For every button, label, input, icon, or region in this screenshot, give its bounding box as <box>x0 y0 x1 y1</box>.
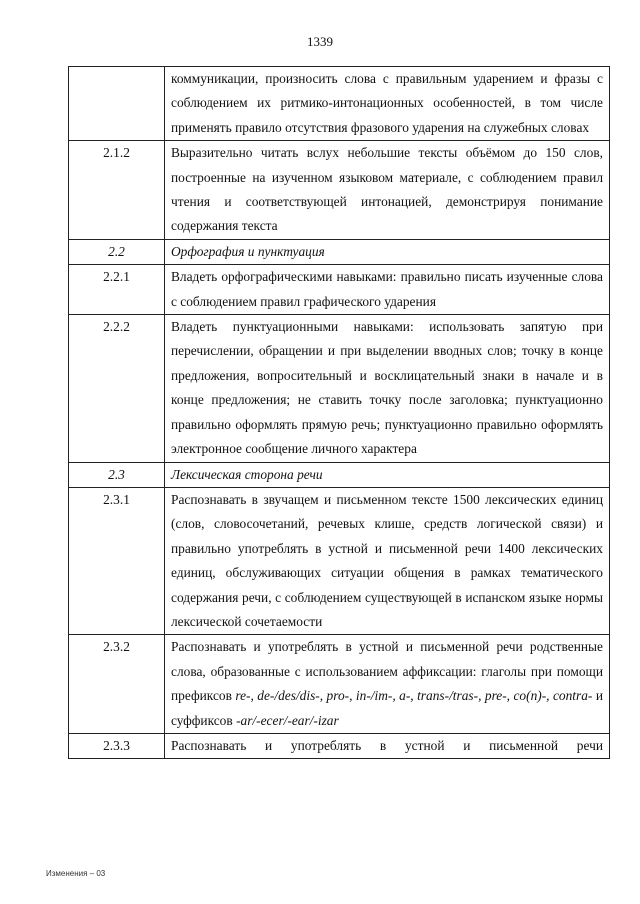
table-row <box>69 141 610 240</box>
row-code: 2.2.2 <box>69 315 165 462</box>
table-row <box>69 487 610 634</box>
row-text: коммуникации, произносить слова с правильным ударением и фразы с соблюдением их ритмико-интонационных особенностей, в том числе применять правило отсутствия фразового ударения на служебных словах <box>165 67 610 141</box>
row-code: 2.3.3 <box>69 733 165 758</box>
section-row <box>69 239 610 264</box>
page-number: 1339 <box>307 34 333 49</box>
table-row <box>69 635 610 734</box>
row-code: 2.2.1 <box>69 265 165 315</box>
row-text <box>165 635 610 734</box>
row-text: Распознавать в звучащем и письменном тексте 1500 лексических единиц (слов, словосочетаний, речевых клише, средств логической связи) и правильно употреблять в устной и письменной речи 1400 лексических единиц, обслуживающих ситуации общения в рамках тематического содержания речи, с соблюдением существующей в испанском языке нормы лексической сочетаемости <box>165 487 610 634</box>
section-row <box>69 462 610 487</box>
section-title: Орфография и пунктуация <box>165 239 610 264</box>
row-text: Владеть орфографическими навыками: правильно писать изученные слова с соблюдением правил графического ударения <box>165 265 610 315</box>
row-code: 2.3.1 <box>69 487 165 634</box>
table-row <box>69 67 610 141</box>
table-row <box>69 265 610 315</box>
prefix-list: re-, de-/des/dis-, pro-, in-/im-, a-, trans-/tras-, pre-, co(n)-, contra- <box>235 688 593 704</box>
section-code: 2.3 <box>69 462 165 487</box>
row-text-middle: и суффиксов <box>171 688 603 728</box>
table-row <box>69 315 610 462</box>
row-text: Распознавать и употреблять в устной и письменной речи <box>165 733 610 758</box>
row-code <box>69 67 165 141</box>
footer-revision: Изменения – 03 <box>46 869 106 878</box>
row-code: 2.3.2 <box>69 635 165 734</box>
curriculum-table <box>68 66 610 759</box>
section-title: Лексическая сторона речи <box>165 462 610 487</box>
row-text: Владеть пунктуационными навыками: использовать запятую при перечислении, обращении и при выделении вводных слов; точку в конце предложения, вопросительный и восклицательный знаки в начале и в конце предложения; не ставить точку после заголовка; пунктуационно правильно оформлять прямую речь; пунктуационно правильно оформлять электронное сообщение личного характера <box>165 315 610 462</box>
row-code: 2.1.2 <box>69 141 165 240</box>
section-code: 2.2 <box>69 239 165 264</box>
row-text: Выразительно читать вслух небольшие тексты объёмом до 150 слов, построенные на изученном языковом материале, с соблюдением правил чтения и соответствующей интонацией, демонстрируя понимание содержания текста <box>165 141 610 240</box>
suffix-list: -ar/-ecer/-ear/-izar <box>236 712 339 728</box>
table-row <box>69 733 610 758</box>
row-text-before: Распознавать и употреблять в устной и письменной речи родственные слова, образованные с использованием аффиксации: глаголы при помощи префиксов <box>171 639 603 704</box>
